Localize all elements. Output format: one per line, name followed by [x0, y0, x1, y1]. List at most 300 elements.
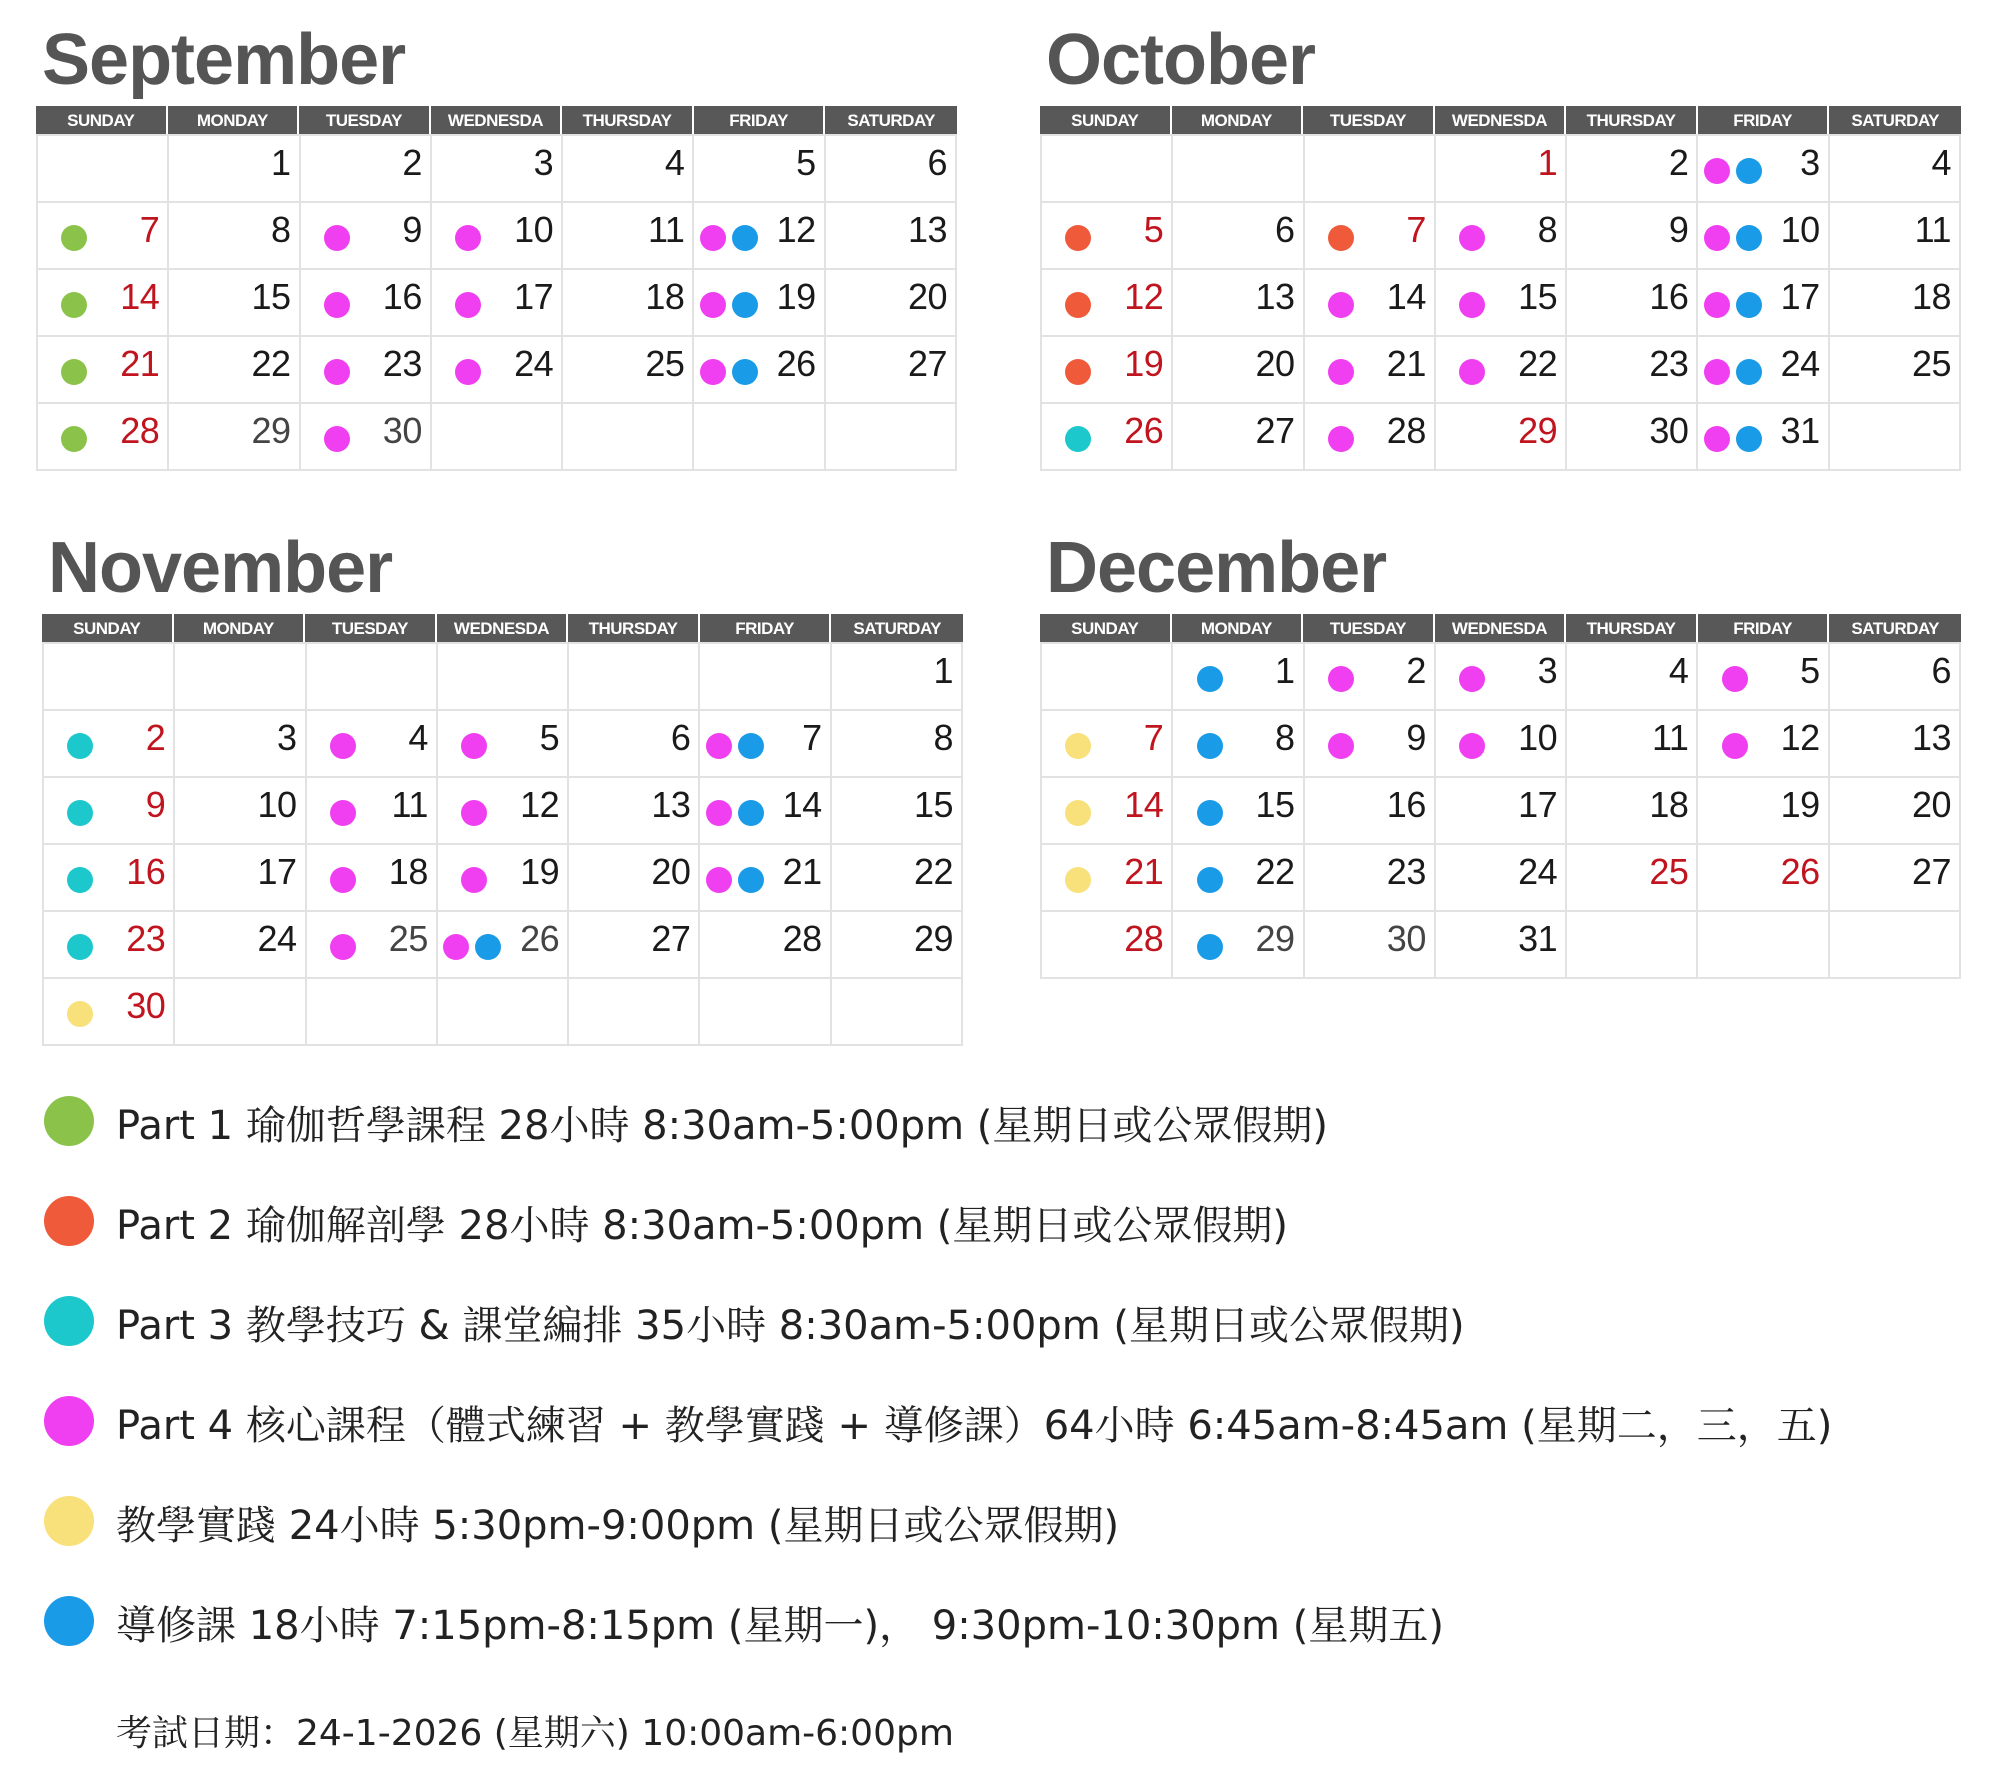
day-number: 29: [251, 410, 291, 451]
session-dot-blue: [1197, 867, 1223, 893]
day-number: 28: [782, 918, 822, 959]
day-cell: [1830, 270, 1961, 337]
session-dot-blue: [732, 359, 758, 385]
day-number: 9: [1406, 717, 1426, 758]
weekday-label: WEDNESDA: [437, 614, 569, 642]
session-dots: [67, 934, 93, 960]
session-dots: [61, 426, 87, 452]
day-number: 8: [271, 209, 291, 250]
session-dot-pink: [324, 225, 350, 251]
day-cell: [169, 270, 300, 337]
day-cell: [1305, 845, 1436, 912]
legend-dot: [44, 1596, 94, 1646]
day-cell: [169, 404, 300, 471]
session-dot-pink: [1704, 359, 1730, 385]
day-number: 4: [1668, 650, 1689, 691]
day-cell: [832, 778, 963, 845]
session-dot-pink: [1328, 359, 1354, 385]
session-dots: [330, 867, 356, 893]
day-cell: [44, 845, 175, 912]
day-cell: [307, 845, 438, 912]
session-dots: [1459, 666, 1485, 692]
day-cell: [38, 136, 169, 203]
day-cell: [1042, 337, 1173, 404]
weekday-label: SATURDAY: [847, 111, 936, 130]
session-dots: [330, 733, 356, 759]
day-cell: [563, 337, 694, 404]
day-cell: [438, 845, 569, 912]
session-dot-blue: [1736, 225, 1762, 251]
day-number: 8: [1275, 717, 1295, 758]
session-dot-pink: [461, 867, 487, 893]
weekday-header: [1040, 106, 1961, 134]
day-number: 15: [251, 276, 291, 317]
day-number: 28: [120, 410, 160, 451]
day-cell: [832, 711, 963, 778]
day-cell: [1698, 270, 1829, 337]
day-cell: [175, 711, 306, 778]
day-cell: [1830, 404, 1961, 471]
weekday-header: [1040, 614, 1961, 642]
day-cell: [700, 644, 831, 711]
session-dots: [330, 800, 356, 826]
day-number: 21: [1124, 851, 1164, 892]
day-number: 23: [1649, 343, 1689, 384]
day-cell: [1436, 203, 1567, 270]
day-number: 5: [1800, 650, 1820, 691]
day-number: 27: [907, 343, 947, 384]
session-dots: [324, 359, 350, 385]
day-cell: [563, 270, 694, 337]
day-cell: [1567, 912, 1698, 979]
session-dot-orange: [1065, 225, 1091, 251]
session-dot-pink: [455, 292, 481, 318]
day-number: 17: [1518, 784, 1558, 825]
day-cell: [569, 644, 700, 711]
session-dot-yellow: [1065, 733, 1091, 759]
session-dots: [61, 292, 87, 318]
day-number: 17: [257, 851, 297, 892]
day-number: 1: [933, 650, 953, 691]
day-cell: [1173, 644, 1304, 711]
day-cell: [438, 979, 569, 1046]
day-cell: [694, 203, 825, 270]
session-dot-blue: [1736, 426, 1762, 452]
weekday-label: MONDAY: [174, 614, 306, 642]
session-dot-blue: [738, 867, 764, 893]
day-cell: [563, 404, 694, 471]
day-number: 2: [1406, 650, 1426, 691]
day-cell: [301, 404, 432, 471]
day-cell: [175, 979, 306, 1046]
day-cell: [432, 203, 563, 270]
legend-dot: [44, 1096, 94, 1146]
day-number: 28: [1386, 410, 1426, 451]
day-number: 26: [1124, 410, 1164, 451]
day-cell: [1042, 711, 1173, 778]
session-dot-pink: [443, 934, 469, 960]
day-cell: [438, 912, 569, 979]
session-dot-green: [61, 225, 87, 251]
day-number: 30: [126, 985, 166, 1026]
session-dot-blue: [732, 292, 758, 318]
month-september: [36, 22, 957, 471]
session-dot-pink: [330, 867, 356, 893]
day-number: 30: [1649, 410, 1689, 451]
session-dot-pink: [700, 225, 726, 251]
day-cell: [1436, 845, 1567, 912]
weekday-label: TUESDAY: [1303, 106, 1435, 134]
weekday-label: TUESDAY: [299, 106, 431, 134]
session-dot-teal: [67, 733, 93, 759]
day-number: 7: [139, 209, 160, 250]
day-cell: [1042, 136, 1173, 203]
session-dots: [1197, 666, 1223, 692]
day-cell: [175, 778, 306, 845]
day-number: 25: [388, 918, 428, 959]
day-cell: [1830, 845, 1961, 912]
session-dot-green: [61, 292, 87, 318]
day-cell: [1042, 778, 1173, 845]
day-cell: [175, 912, 306, 979]
day-cell: [826, 270, 957, 337]
day-cell: [1567, 203, 1698, 270]
month-december: [1040, 530, 1961, 979]
day-cell: [1173, 404, 1304, 471]
session-dot-pink: [455, 359, 481, 385]
day-cell: [44, 644, 175, 711]
day-number: 9: [1668, 209, 1689, 250]
session-dot-yellow: [1065, 867, 1091, 893]
day-cell: [569, 711, 700, 778]
day-cell: [694, 337, 825, 404]
session-dots: [67, 733, 93, 759]
day-cell: [432, 337, 563, 404]
day-cell: [832, 912, 963, 979]
day-number: 13: [1911, 717, 1951, 758]
session-dots: [67, 867, 93, 893]
day-cell: [175, 644, 306, 711]
day-cell: [1567, 644, 1698, 711]
day-cell: [301, 136, 432, 203]
weekday-label: SUNDAY: [1040, 614, 1172, 642]
session-dot-pink: [706, 800, 732, 826]
day-cell: [1042, 845, 1173, 912]
day-cell: [175, 845, 306, 912]
day-cell: [38, 404, 169, 471]
day-number: 4: [408, 717, 428, 758]
day-cell: [438, 711, 569, 778]
day-cell: [38, 203, 169, 270]
day-cell: [307, 644, 438, 711]
session-dot-blue: [1197, 934, 1223, 960]
session-dots: [330, 934, 356, 960]
day-cell: [1042, 270, 1173, 337]
day-number: 27: [1255, 410, 1295, 451]
day-cell: [44, 912, 175, 979]
day-number: 26: [520, 918, 560, 959]
session-dots: [455, 359, 481, 385]
day-cell: [569, 845, 700, 912]
day-cell: [1305, 270, 1436, 337]
day-cell: [1567, 711, 1698, 778]
session-dot-pink: [1722, 733, 1748, 759]
day-number: 30: [1386, 918, 1426, 959]
day-cell: [700, 979, 831, 1046]
day-cell: [1305, 337, 1436, 404]
day-cell: [1830, 711, 1961, 778]
session-dots: [700, 292, 758, 318]
day-cell: [569, 778, 700, 845]
calendar-grid: [1040, 642, 1961, 979]
session-dot-orange: [1065, 359, 1091, 385]
weekday-label: MONDAY: [1172, 614, 1304, 642]
session-dots: [1328, 426, 1354, 452]
day-number: 31: [1780, 410, 1820, 451]
month-november: [42, 530, 963, 1046]
day-cell: [438, 778, 569, 845]
legend-text: Part 4 核心課程（體式練習 + 教學實踐 + 導修課）64小時 6:45am-8:45am (星期二，三，五): [116, 1403, 1833, 1449]
session-dot-pink: [324, 359, 350, 385]
day-cell: [1698, 203, 1829, 270]
day-cell: [38, 337, 169, 404]
day-cell: [301, 270, 432, 337]
day-number: 7: [1406, 209, 1426, 250]
day-number: 5: [796, 142, 816, 183]
day-cell: [1173, 203, 1304, 270]
day-number: 8: [933, 717, 953, 758]
session-dot-pink: [330, 733, 356, 759]
day-number: 19: [1124, 343, 1164, 384]
session-dot-blue: [738, 800, 764, 826]
weekday-label: FRIDAY: [1698, 614, 1830, 642]
day-number: 11: [391, 784, 428, 825]
session-dot-pink: [324, 292, 350, 318]
day-number: 7: [1143, 717, 1164, 758]
session-dot-blue: [475, 934, 501, 960]
session-dots: [61, 225, 87, 251]
session-dots: [1722, 733, 1748, 759]
day-cell: [826, 337, 957, 404]
day-number: 21: [120, 343, 160, 384]
session-dots: [1459, 733, 1485, 759]
day-cell: [700, 912, 831, 979]
day-number: 9: [145, 784, 166, 825]
day-cell: [1830, 644, 1961, 711]
weekday-label: SUNDAY: [36, 106, 168, 134]
day-cell: [1830, 136, 1961, 203]
day-number: 20: [651, 851, 691, 892]
day-number: 2: [145, 717, 166, 758]
day-number: 10: [1518, 717, 1558, 758]
day-cell: [169, 136, 300, 203]
session-dots: [61, 359, 87, 385]
session-dots: [1065, 867, 1091, 893]
day-cell: [832, 845, 963, 912]
day-number: 6: [1931, 650, 1951, 691]
day-number: 17: [514, 276, 554, 317]
session-dots: [1065, 733, 1091, 759]
weekday-label: MONDAY: [168, 106, 300, 134]
weekday-label: SATURDAY: [1851, 111, 1940, 130]
weekday-label: SATURDAY: [853, 619, 942, 638]
session-dots: [706, 867, 764, 893]
day-cell: [700, 845, 831, 912]
day-cell: [1698, 644, 1829, 711]
day-number: 29: [1255, 918, 1295, 959]
month-title: December: [1046, 528, 1387, 608]
day-number: 23: [1386, 851, 1426, 892]
day-number: 18: [645, 276, 685, 317]
day-cell: [1305, 711, 1436, 778]
day-number: 25: [1911, 343, 1951, 384]
day-cell: [1173, 136, 1304, 203]
session-dots: [324, 225, 350, 251]
weekday-label: THURSDAY: [1566, 106, 1698, 134]
weekday-label: WEDNESDA: [431, 106, 563, 134]
day-number: 11: [1652, 717, 1689, 758]
day-number: 3: [1537, 650, 1558, 691]
session-dot-green: [61, 426, 87, 452]
day-number: 22: [251, 343, 291, 384]
day-cell: [1436, 711, 1567, 778]
session-dot-pink: [1459, 292, 1485, 318]
day-number: 13: [651, 784, 691, 825]
day-number: 14: [1386, 276, 1426, 317]
day-cell: [1042, 644, 1173, 711]
day-number: 8: [1537, 209, 1558, 250]
weekday-label: SUNDAY: [42, 614, 174, 642]
calendar-grid: [36, 134, 957, 471]
day-number: 19: [1780, 784, 1820, 825]
day-number: 15: [913, 784, 953, 825]
month-october: [1040, 22, 1961, 471]
day-cell: [826, 136, 957, 203]
day-cell: [832, 644, 963, 711]
day-cell: [307, 778, 438, 845]
session-dots: [1704, 359, 1762, 385]
day-number: 18: [1911, 276, 1951, 317]
day-number: 26: [776, 343, 816, 384]
session-dot-pink: [1459, 225, 1485, 251]
session-dot-pink: [461, 733, 487, 759]
legend-text: Part 2 瑜伽解剖學 28小時 8:30am-5:00pm (星期日或公眾假期): [116, 1203, 1289, 1249]
day-cell: [1436, 404, 1567, 471]
day-cell: [1567, 778, 1698, 845]
day-number: 20: [907, 276, 947, 317]
session-dot-blue: [1197, 733, 1223, 759]
day-cell: [432, 404, 563, 471]
session-dots: [1065, 426, 1091, 452]
session-dots: [1459, 359, 1485, 385]
session-dot-pink: [1459, 359, 1485, 385]
day-cell: [1436, 270, 1567, 337]
session-dots: [1328, 666, 1354, 692]
day-number: 3: [277, 717, 297, 758]
day-cell: [301, 203, 432, 270]
weekday-label: MONDAY: [1172, 106, 1304, 134]
session-dot-orange: [1328, 225, 1354, 251]
session-dot-teal: [67, 867, 93, 893]
session-dots: [461, 800, 487, 826]
day-cell: [569, 912, 700, 979]
session-dots: [700, 359, 758, 385]
legend-text: 導修課 18小時 7:15pm-8:15pm (星期一)， 9:30pm-10:30pm (星期五): [116, 1603, 1444, 1649]
weekday-label: WEDNESDA: [1435, 106, 1567, 134]
day-number: 13: [1255, 276, 1295, 317]
exam-date-text: 考試日期：24-1-2026 (星期六) 10:00am-6:00pm: [116, 1713, 954, 1754]
day-cell: [826, 404, 957, 471]
session-dot-pink: [455, 225, 481, 251]
legend-dot: [44, 1196, 94, 1246]
session-dot-pink: [706, 867, 732, 893]
session-dots: [455, 225, 481, 251]
day-cell: [1830, 337, 1961, 404]
session-dot-blue: [1197, 800, 1223, 826]
session-dots: [1065, 292, 1091, 318]
day-number: 1: [1275, 650, 1295, 691]
day-number: 10: [257, 784, 297, 825]
day-number: 15: [1518, 276, 1558, 317]
legend-dot: [44, 1396, 94, 1446]
weekday-label: FRIDAY: [700, 614, 832, 642]
day-cell: [1698, 136, 1829, 203]
day-number: 16: [1386, 784, 1426, 825]
day-number: 13: [907, 209, 947, 250]
day-cell: [1567, 270, 1698, 337]
day-number: 28: [1124, 918, 1164, 959]
session-dot-pink: [700, 359, 726, 385]
session-dots: [1197, 733, 1223, 759]
day-number: 11: [1914, 209, 1951, 250]
session-dots: [461, 733, 487, 759]
day-cell: [694, 404, 825, 471]
day-number: 6: [927, 142, 947, 183]
session-dot-pink: [700, 292, 726, 318]
session-dot-pink: [1704, 292, 1730, 318]
session-dot-teal: [67, 800, 93, 826]
day-cell: [432, 136, 563, 203]
session-dots: [1328, 292, 1354, 318]
session-dot-pink: [1722, 666, 1748, 692]
session-dots: [700, 225, 758, 251]
day-cell: [38, 270, 169, 337]
day-number: 24: [257, 918, 297, 959]
day-number: 4: [664, 142, 685, 183]
legend-dot: [44, 1296, 94, 1346]
session-dot-orange: [1065, 292, 1091, 318]
day-cell: [1042, 203, 1173, 270]
legend-text: Part 3 教學技巧 & 課堂編排 35小時 8:30am-5:00pm (星期日或公眾假期): [116, 1303, 1465, 1349]
day-cell: [307, 979, 438, 1046]
day-number: 18: [388, 851, 428, 892]
day-cell: [169, 337, 300, 404]
day-number: 21: [782, 851, 822, 892]
session-dots: [67, 1001, 93, 1027]
session-dot-blue: [732, 225, 758, 251]
session-dot-pink: [330, 800, 356, 826]
session-dot-teal: [67, 934, 93, 960]
day-number: 12: [1124, 276, 1164, 317]
weekday-label: THURSDAY: [562, 106, 694, 134]
day-number: 14: [782, 784, 822, 825]
day-cell: [563, 136, 694, 203]
session-dots: [1328, 225, 1354, 251]
day-number: 12: [776, 209, 816, 250]
weekday-header: [42, 614, 963, 642]
day-cell: [1567, 404, 1698, 471]
day-number: 19: [776, 276, 816, 317]
